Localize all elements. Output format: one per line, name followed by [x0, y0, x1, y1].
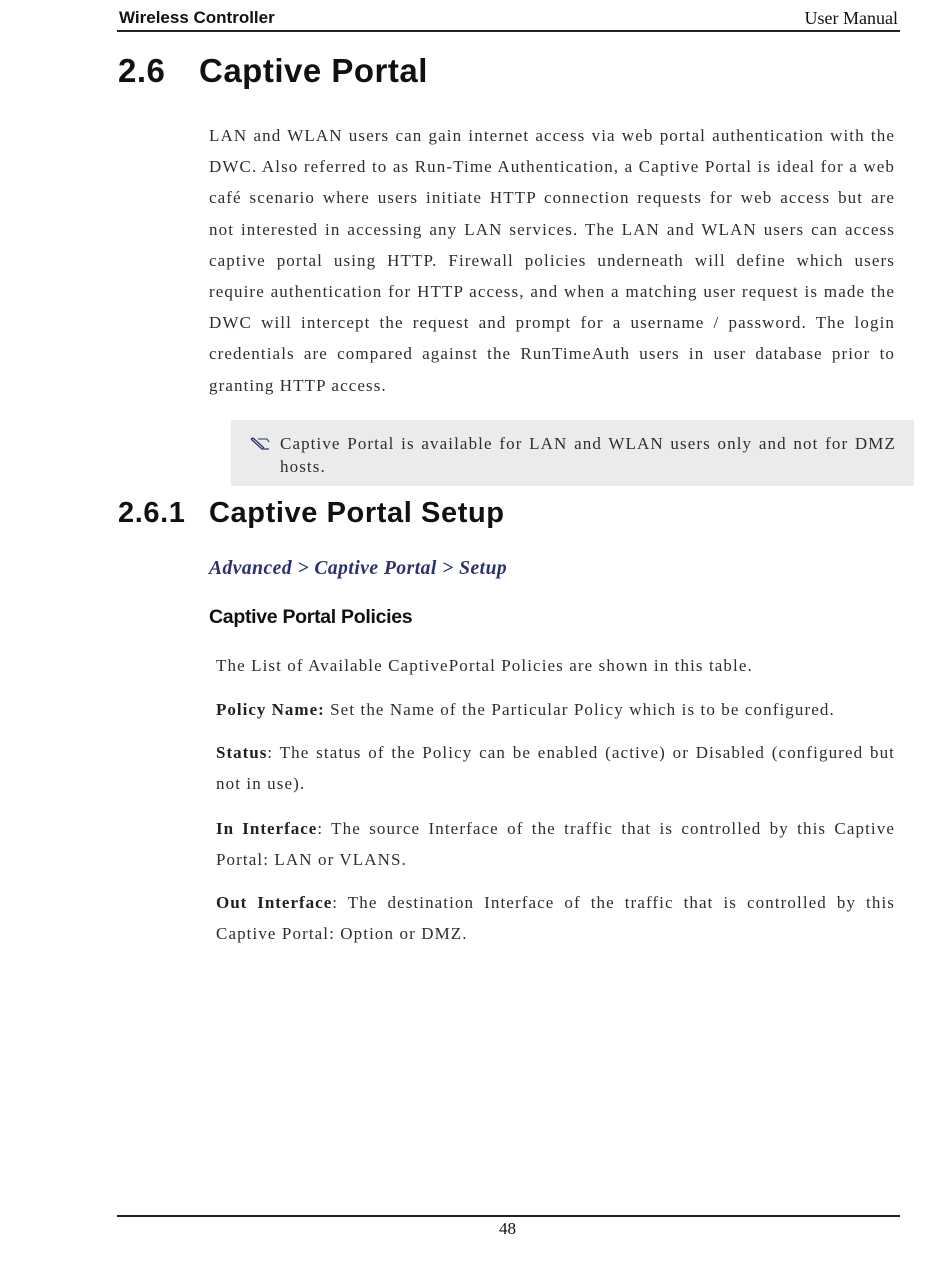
footer-divider [117, 1215, 900, 1217]
header-product-title: Wireless Controller [119, 8, 275, 27]
subsection-title: Captive Portal Setup [209, 497, 505, 529]
section-title: Captive Portal [199, 52, 428, 89]
note-box [231, 420, 914, 486]
page-number: 48 [499, 1219, 516, 1238]
note-pencil-icon [249, 436, 271, 452]
definition-out-interface [216, 887, 895, 949]
section-intro-paragraph: LAN and WLAN users can gain internet access via web portal authentication with the DWC. Also referred to as Run-Time Authentication, a Captive Portal is ideal for a web café scenario where users initiate HTTP connection requests for web access but are not interested in accessing any LAN services. The LAN and WLAN users can access captive portal using HTTP. Firewall policies underneath will define which users require authentication for HTTP access, and when a matching user request is made the DWC will intercept the request and prompt for a username / password. The login credentials are compared against the RunTimeAuth users in user database prior to granting HTTP access. [209, 126, 895, 395]
definition-text: Set the Name of the Particular Policy which is to be configured. [324, 700, 835, 719]
header-divider [117, 30, 900, 32]
policies-lead-text: The List of Available CaptivePortal Policies are shown in this table. [216, 656, 753, 675]
definition-term: Out Interface [216, 893, 333, 912]
menu-path-breadcrumb: Advanced > Captive Portal > Setup [209, 558, 508, 579]
subsection-heading [118, 497, 505, 530]
section-heading [118, 52, 428, 90]
definition-policy-name [216, 694, 895, 725]
header-document-title: User Manual [804, 8, 898, 28]
note-text: Captive Portal is available for LAN and WLAN users only and not for DMZ hosts. [280, 434, 896, 476]
definition-term: Status [216, 743, 268, 762]
definition-text: : The source Interface of the traffic that is controlled by this Captive Portal: LAN or VLANS. [216, 819, 895, 869]
definition-text: : The status of the Policy can be enabled (active) or Disabled (configured but not in use). [216, 743, 895, 793]
subsection-number: 2.6.1 [118, 497, 186, 529]
section-number: 2.6 [118, 52, 166, 89]
definition-term: Policy Name: [216, 700, 325, 719]
definition-status [216, 737, 895, 799]
definition-term: In Interface [216, 819, 318, 838]
definition-text: : The destination Interface of the traffic that is controlled by this Captive Portal: Option or DMZ. [216, 893, 895, 943]
definition-in-interface [216, 813, 895, 875]
policies-heading: Captive Portal Policies [209, 606, 413, 628]
